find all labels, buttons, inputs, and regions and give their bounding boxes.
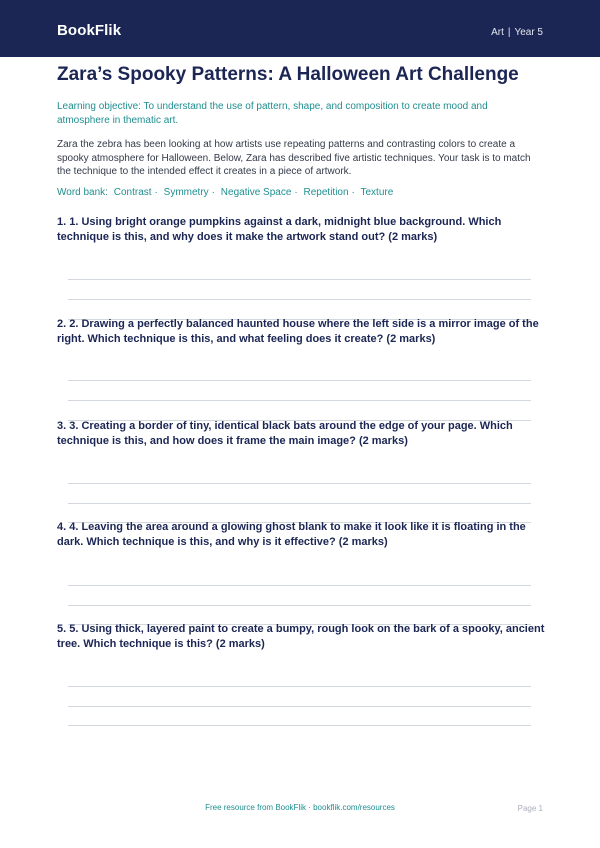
question-1: 1. 1. Using bright orange pumpkins against a dark, midnight blue background. Which technique is this, and why does it make the artwork stand out? (2 marks) xyxy=(57,216,502,243)
question-4: 4. 4. Leaving the area around a glowing ghost blank to make it look like it is floating in the dark. Which technique is this, and why is it effective? (2 marks) xyxy=(57,521,526,548)
word-bank-item: Symmetry xyxy=(163,187,209,198)
learning-objective: Learning objective: To understand the use of pattern, shape, and composition to create mood and atmosphere in thematic art. xyxy=(57,101,488,126)
word-bank-separator: · xyxy=(294,187,298,198)
brand-logo: BookFlik xyxy=(57,22,122,39)
word-bank-label: Word bank: xyxy=(57,187,108,198)
subject-year-label xyxy=(491,26,543,40)
answer-line[interactable] xyxy=(68,299,531,300)
year-label: Year 5 xyxy=(514,27,543,38)
intro-paragraph: Zara the zebra has been looking at how artists use repeating patterns and contrasting colors to create a spooky atmosphere for Halloween. Below, Zara has described five artistic techniques. Your task is to match the technique to the intended effect it creates in a piece of artwork. xyxy=(57,139,531,177)
word-bank xyxy=(57,186,393,199)
worksheet-title: Zara’s Spooky Patterns: A Halloween Art Challenge xyxy=(57,64,519,85)
answer-line[interactable] xyxy=(68,279,531,280)
answer-line[interactable] xyxy=(68,483,531,484)
answer-line[interactable] xyxy=(68,503,531,504)
page-header xyxy=(0,0,600,57)
word-bank-separator: · xyxy=(154,187,158,198)
answer-line[interactable] xyxy=(68,605,531,606)
answer-line[interactable] xyxy=(68,585,531,586)
answer-line[interactable] xyxy=(68,686,531,687)
subject-label: Art xyxy=(491,27,504,38)
header-separator: | xyxy=(507,27,511,38)
answer-line[interactable] xyxy=(68,725,531,726)
word-bank-item: Contrast xyxy=(113,187,152,198)
question-5: 5. 5. Using thick, layered paint to create a bumpy, rough look on the bark of a spooky, ancient tree. Which technique is this? (2 marks) xyxy=(57,623,545,650)
page-number: Page 1 xyxy=(517,804,543,813)
word-bank-item: Negative Space xyxy=(220,187,292,198)
answer-line[interactable] xyxy=(68,380,531,381)
word-bank-separator: · xyxy=(211,187,215,198)
question-3: 3. 3. Creating a border of tiny, identical black bats around the edge of your page. Which technique is this, and how does it frame the main image? (2 marks) xyxy=(57,420,513,447)
answer-line[interactable] xyxy=(68,706,531,707)
answer-line[interactable] xyxy=(68,400,531,401)
footer-credit: Free resource from BookFlik · bookflik.com/resources xyxy=(205,803,395,812)
word-bank-separator: · xyxy=(351,187,355,198)
word-bank-item: Texture xyxy=(360,187,394,198)
question-2: 2. 2. Drawing a perfectly balanced haunted house where the left side is a mirror image of the right. Which technique is this, and what feeling does it create? (2 marks) xyxy=(57,318,539,345)
word-bank-item: Repetition xyxy=(303,187,349,198)
